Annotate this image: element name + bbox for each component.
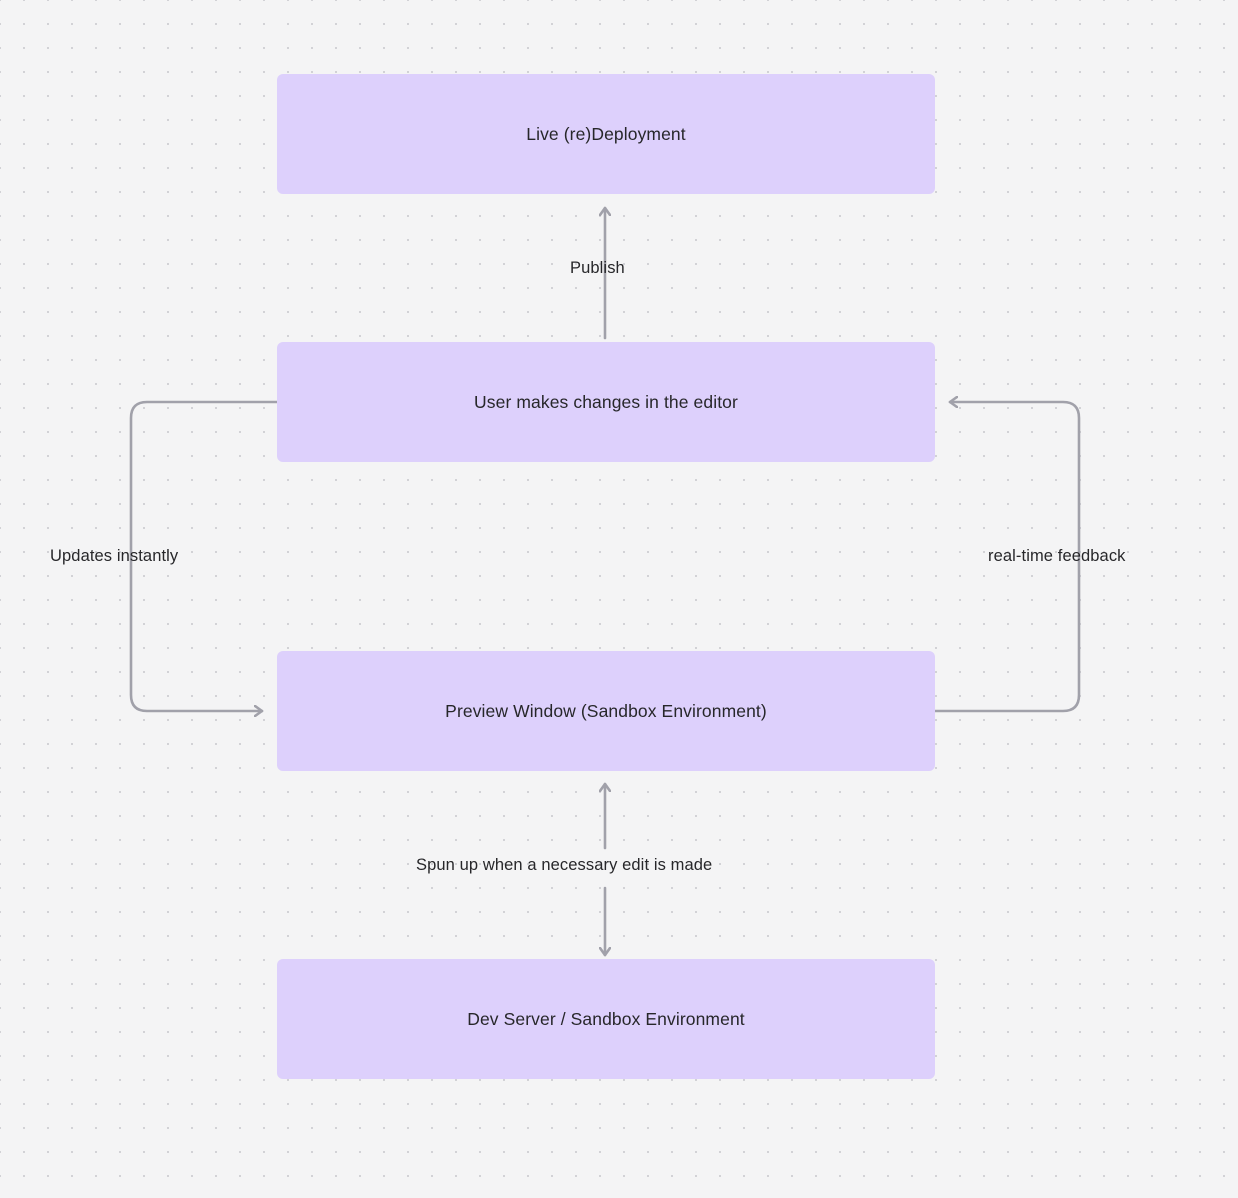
- node-user-makes-changes[interactable]: [277, 342, 935, 462]
- node-label: User makes changes in the editor: [474, 391, 738, 412]
- edge-label-spun-up: Spun up when a necessary edit is made: [416, 856, 713, 874]
- edge-label-publish: Publish: [570, 259, 625, 277]
- node-label: Live (re)Deployment: [526, 123, 686, 144]
- node-dev-server[interactable]: [277, 959, 935, 1079]
- node-label: Preview Window (Sandbox Environment): [445, 700, 767, 721]
- node-label: Dev Server / Sandbox Environment: [467, 1008, 745, 1029]
- node-preview-window[interactable]: [277, 651, 935, 771]
- edge-label-real-time-feedback: real-time feedback: [988, 547, 1126, 565]
- node-live-redeployment[interactable]: [277, 74, 935, 194]
- edge-label-updates-instantly: Updates instantly: [50, 547, 179, 565]
